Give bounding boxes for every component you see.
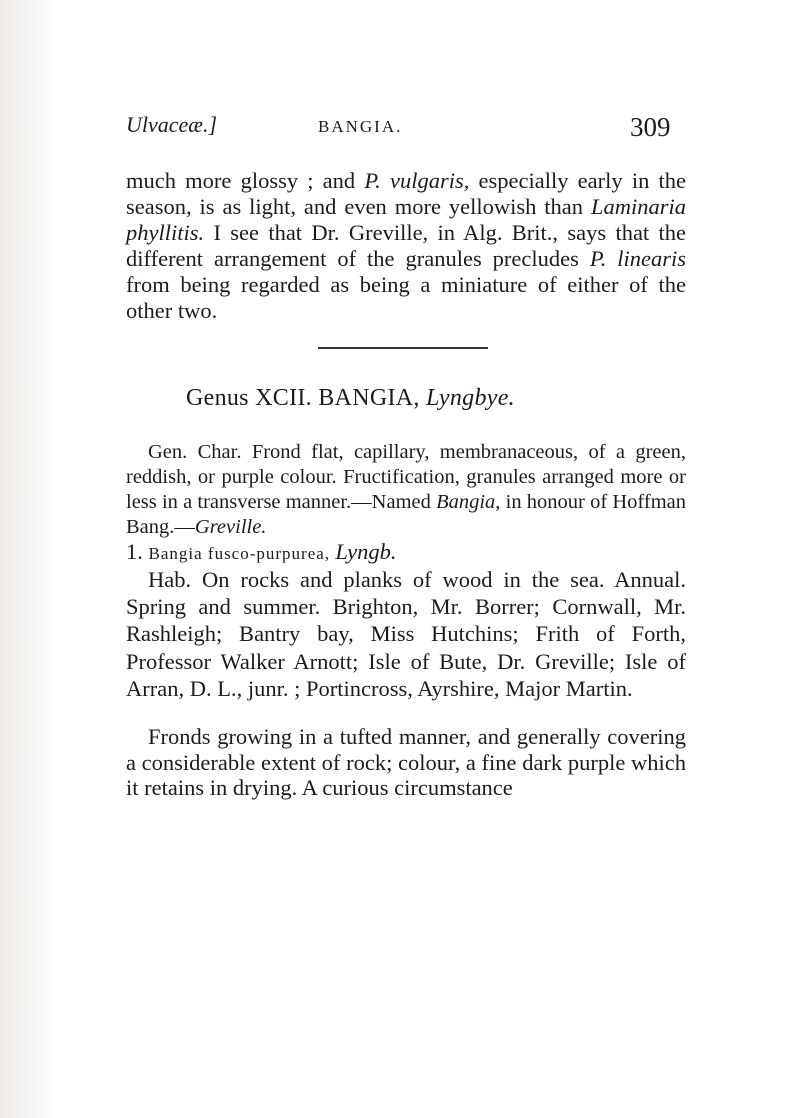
page-number: 309	[630, 112, 671, 142]
running-head-title: BANGIA.	[318, 117, 403, 136]
species-heading: 1. Bangia fusco-purpurea, Lyngb.	[126, 539, 397, 564]
species-name-laminaria: Laminaria phyllitis.	[126, 194, 686, 245]
genus-author: Lyngbye.	[425, 385, 515, 411]
page-edge-shading	[0, 0, 60, 1118]
description-paragraph: Fronds growing in a tufted manner, and generally covering a considerable extent of rock; colour, a fine dark purple which it retains in drying. A curious circumstance	[126, 724, 686, 800]
running-head-section: Ulvaceæ.]	[126, 112, 218, 137]
continued-paragraph: much more glossy ; and P. vulgaris, especially early in the season, is as light, and even more yellowish than Laminaria phyllitis. I see that Dr. Greville, in Alg. Brit., says that the different arrangement of the granules precludes P. linearis from being regarded as being a miniature of either of the other two.	[126, 168, 686, 323]
genus-heading: Genus XCII. BANGIA, Lyngbye.	[186, 385, 515, 411]
species-name-vulgaris: P. vulgaris,	[364, 168, 470, 193]
species-name: Bangia fusco-purpurea,	[148, 544, 336, 563]
running-head	[126, 112, 686, 152]
species-author: Lyngb.	[335, 539, 397, 564]
species-name-linearis: P. linearis	[589, 246, 686, 271]
generic-character-paragraph: Gen. Char. Frond flat, capillary, membranaceous, of a green, reddish, or purple colour. Fructification, granules arranged more or less in a transverse manner.—Named Bangia, in honour of Hoffman Bang.—Greville.	[126, 441, 686, 538]
section-divider	[318, 347, 488, 349]
habitat-paragraph: Hab. On rocks and planks of wood in the sea. Annual. Spring and summer. Brighton, Mr. Borrer; Cornwall, Mr. Rashleigh; Bantry bay, Miss Hutchins; Frith of Forth, Professor Walker Arnott; Isle of Bute, Dr. Greville; Isle of Arran, D. L., junr. ; Portincross, Ayrshire, Major Martin.	[126, 567, 686, 701]
